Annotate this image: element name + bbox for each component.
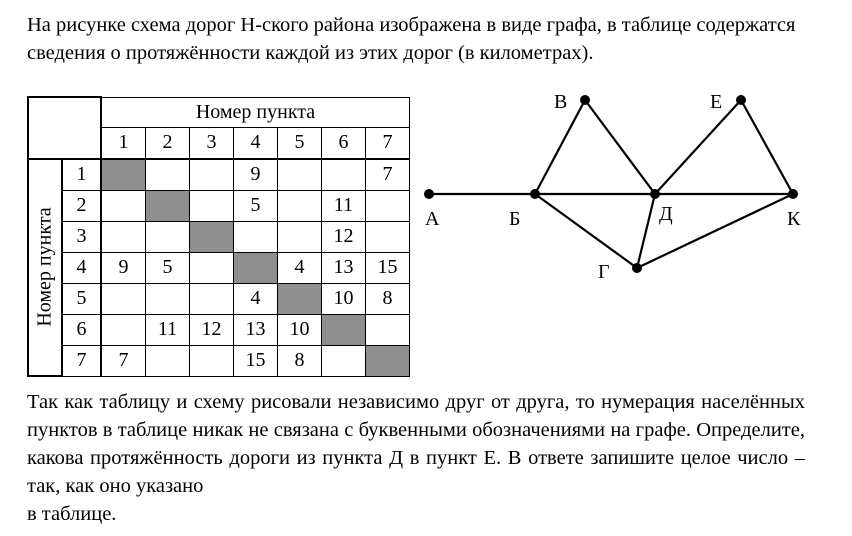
table-cell: 4	[278, 252, 322, 283]
table-cell: 12	[322, 221, 366, 252]
diagonal-cell	[190, 221, 234, 252]
table-cell: 9	[234, 159, 278, 191]
diagonal-cell	[278, 283, 322, 314]
table-cell	[101, 221, 146, 252]
node-d	[650, 189, 660, 199]
edge-b-v	[535, 100, 585, 194]
question-paragraph: Так как таблицу и схему рисовали независимо друг от друга, то нумерация населённых пунктов в таблице никак не связана с буквенными обозначениями на графе. Определите, какова протяжённость дороги из пункта Д в пункт Е. В ответе запишите целое число – так, как оно указано	[27, 391, 805, 497]
table-cell: 13	[322, 252, 366, 283]
label-g: Г	[598, 261, 610, 283]
column-number: 1	[101, 127, 146, 159]
diagonal-cell	[366, 345, 410, 376]
table-corner	[28, 97, 101, 159]
label-e: Е	[710, 91, 723, 113]
table-cell: 8	[278, 345, 322, 376]
table-cell	[101, 190, 146, 221]
table-cell: 15	[234, 345, 278, 376]
table-cell	[366, 190, 410, 221]
table-row	[28, 190, 410, 221]
table-cell: 9	[101, 252, 146, 283]
row-header	[28, 159, 62, 377]
row-number: 7	[62, 345, 101, 376]
table-cell: 11	[146, 314, 190, 345]
table-cell	[101, 314, 146, 345]
table-cell: 10	[278, 314, 322, 345]
table-cell: 5	[234, 190, 278, 221]
node-k	[788, 189, 798, 199]
table-cell: 4	[234, 283, 278, 314]
row-number: 5	[62, 283, 101, 314]
table-row	[28, 283, 410, 314]
column-number: 3	[190, 127, 234, 159]
table-cell	[146, 159, 190, 191]
table-cell: 13	[234, 314, 278, 345]
graph-nodes	[424, 95, 798, 273]
table-cell	[322, 345, 366, 376]
edge-d-e	[655, 100, 741, 194]
table-cell	[366, 221, 410, 252]
row-number: 2	[62, 190, 101, 221]
edge-g-d	[637, 194, 655, 268]
diagonal-cell	[146, 190, 190, 221]
road-graph	[415, 88, 825, 288]
table-cell	[190, 252, 234, 283]
row-header-text: Номер пункта	[33, 207, 56, 327]
question-paragraph-end: в таблице.	[27, 503, 117, 525]
table-row	[28, 314, 410, 345]
edge-b-g	[535, 194, 637, 268]
edge-v-d	[585, 100, 655, 194]
column-number: 2	[146, 127, 190, 159]
edge-e-k	[741, 100, 793, 194]
column-header: Номер пункта	[101, 97, 410, 127]
table-cell: 5	[146, 252, 190, 283]
table-cell	[322, 159, 366, 191]
table-cell	[278, 159, 322, 191]
table-cell: 15	[366, 252, 410, 283]
row-number: 4	[62, 252, 101, 283]
column-number: 5	[278, 127, 322, 159]
table-cell	[366, 314, 410, 345]
diagonal-cell	[234, 252, 278, 283]
column-number: 4	[234, 127, 278, 159]
diagonal-cell	[101, 159, 146, 191]
table-cell: 11	[322, 190, 366, 221]
label-a: А	[425, 208, 440, 230]
table-cell	[190, 345, 234, 376]
diagonal-cell	[322, 314, 366, 345]
table-cell	[278, 190, 322, 221]
table-cell	[234, 221, 278, 252]
table-cell	[190, 159, 234, 191]
table-cell	[101, 283, 146, 314]
node-v	[580, 95, 590, 105]
column-number: 7	[366, 127, 410, 159]
table-cell	[146, 345, 190, 376]
table-row	[28, 345, 410, 376]
table-cell	[190, 190, 234, 221]
label-b: Б	[509, 208, 521, 230]
table-cell: 8	[366, 283, 410, 314]
table-row	[28, 252, 410, 283]
table-cell	[146, 283, 190, 314]
node-a	[424, 189, 434, 199]
table-row	[28, 159, 410, 191]
row-number: 3	[62, 221, 101, 252]
table-cell: 7	[101, 345, 146, 376]
table-row	[28, 221, 410, 252]
table-cell	[146, 221, 190, 252]
table-cell: 10	[322, 283, 366, 314]
label-k: К	[787, 208, 801, 230]
row-number: 6	[62, 314, 101, 345]
node-e	[736, 95, 746, 105]
distance-table	[27, 96, 410, 377]
table-cell: 12	[190, 314, 234, 345]
node-b	[530, 189, 540, 199]
label-v: В	[554, 91, 568, 113]
row-number: 1	[62, 159, 101, 191]
graph-edges	[429, 100, 793, 268]
intro-paragraph: На рисунке схема дорог Н-ского района изображена в виде графа, в таблице содержатся сведения о протяжённости каждой из этих дорог (в километрах).	[27, 14, 796, 64]
table-cell: 7	[366, 159, 410, 191]
table-cell	[190, 283, 234, 314]
label-d: Д	[659, 203, 673, 225]
column-number: 6	[322, 127, 366, 159]
node-g	[632, 263, 642, 273]
table-cell	[278, 221, 322, 252]
